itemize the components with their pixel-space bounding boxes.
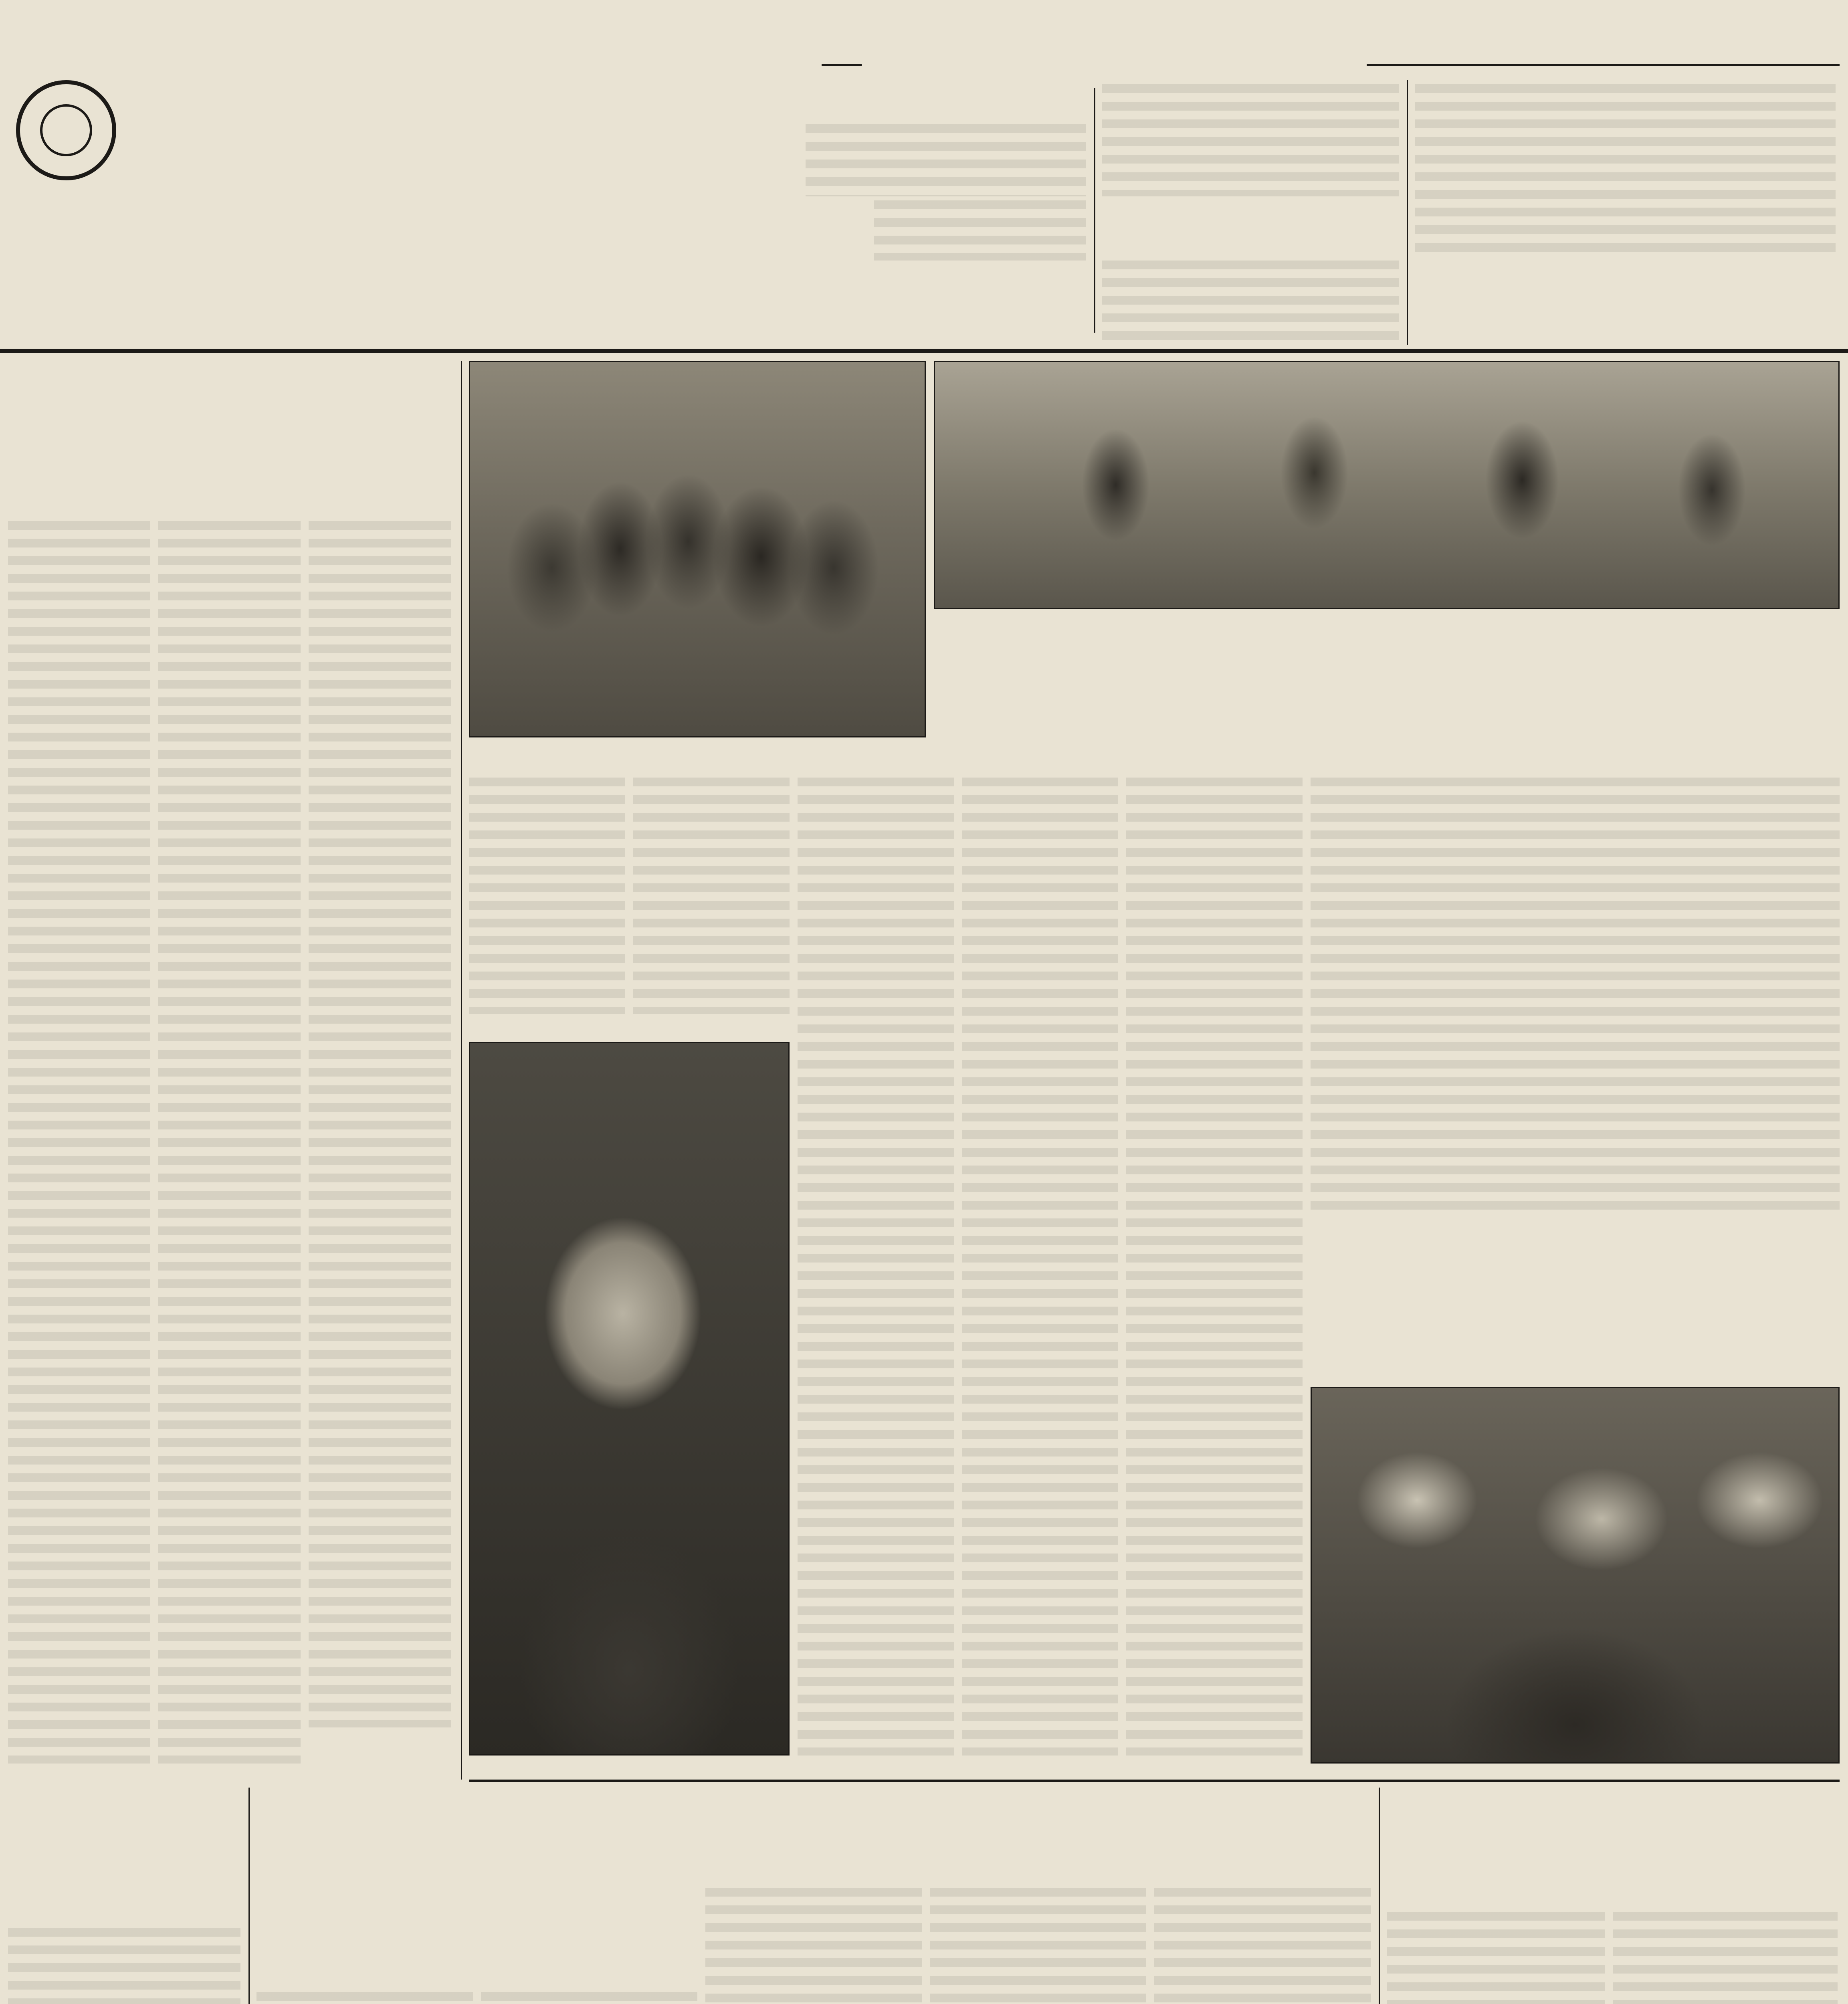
base-article-col4 <box>930 1884 1146 2004</box>
top-right-col3-body <box>1415 80 1836 257</box>
bartoszyce-col3 <box>798 774 954 1756</box>
top-right-item2-body <box>1102 257 1399 345</box>
party-article-col3 <box>309 517 451 1727</box>
base-article-col1 <box>256 1988 473 2004</box>
photo-crowd <box>1311 1387 1840 1764</box>
top-right-item1-body <box>874 196 1086 261</box>
masthead-title-block <box>124 224 617 353</box>
vertical-rule-news <box>248 1788 250 2004</box>
bartoszyce-col1 <box>469 774 625 1014</box>
party-article-col1 <box>8 517 150 1764</box>
top-right-col2-body <box>1102 80 1399 196</box>
photo-dancers <box>469 361 926 737</box>
news-item1-body <box>8 1924 240 2004</box>
party-article-col2 <box>158 517 301 1764</box>
bartoszyce-col4 <box>962 774 1118 1756</box>
bartoszyce-col2 <box>633 774 790 1014</box>
base-article-col3 <box>705 1884 922 2004</box>
base-article-col2 <box>481 1988 697 2004</box>
base-article-col5 <box>1154 1884 1371 2004</box>
vertical-rule-left <box>461 361 462 1780</box>
rubric-rule-left <box>822 64 862 66</box>
bartoszyce-col6 <box>1311 774 1840 1214</box>
top-right-col-rule-2 <box>1407 80 1408 345</box>
top-right-col-rule-1 <box>1094 88 1095 333</box>
photo-musicians <box>934 361 1840 609</box>
top-right-item1-body-a <box>806 120 1086 196</box>
rubric-rule-right <box>1367 64 1840 66</box>
fishing-col1 <box>1387 1908 1605 2004</box>
photo-portrait <box>469 1042 790 1756</box>
vertical-rule-fishing <box>1379 1788 1380 2004</box>
bartoszyce-col5 <box>1126 774 1303 1756</box>
mid-horizontal-rule <box>469 1780 1840 1782</box>
fishing-col2 <box>1613 1908 1838 2004</box>
order-emblem-icon <box>16 80 116 180</box>
masthead-bottom-rule <box>0 349 1848 353</box>
